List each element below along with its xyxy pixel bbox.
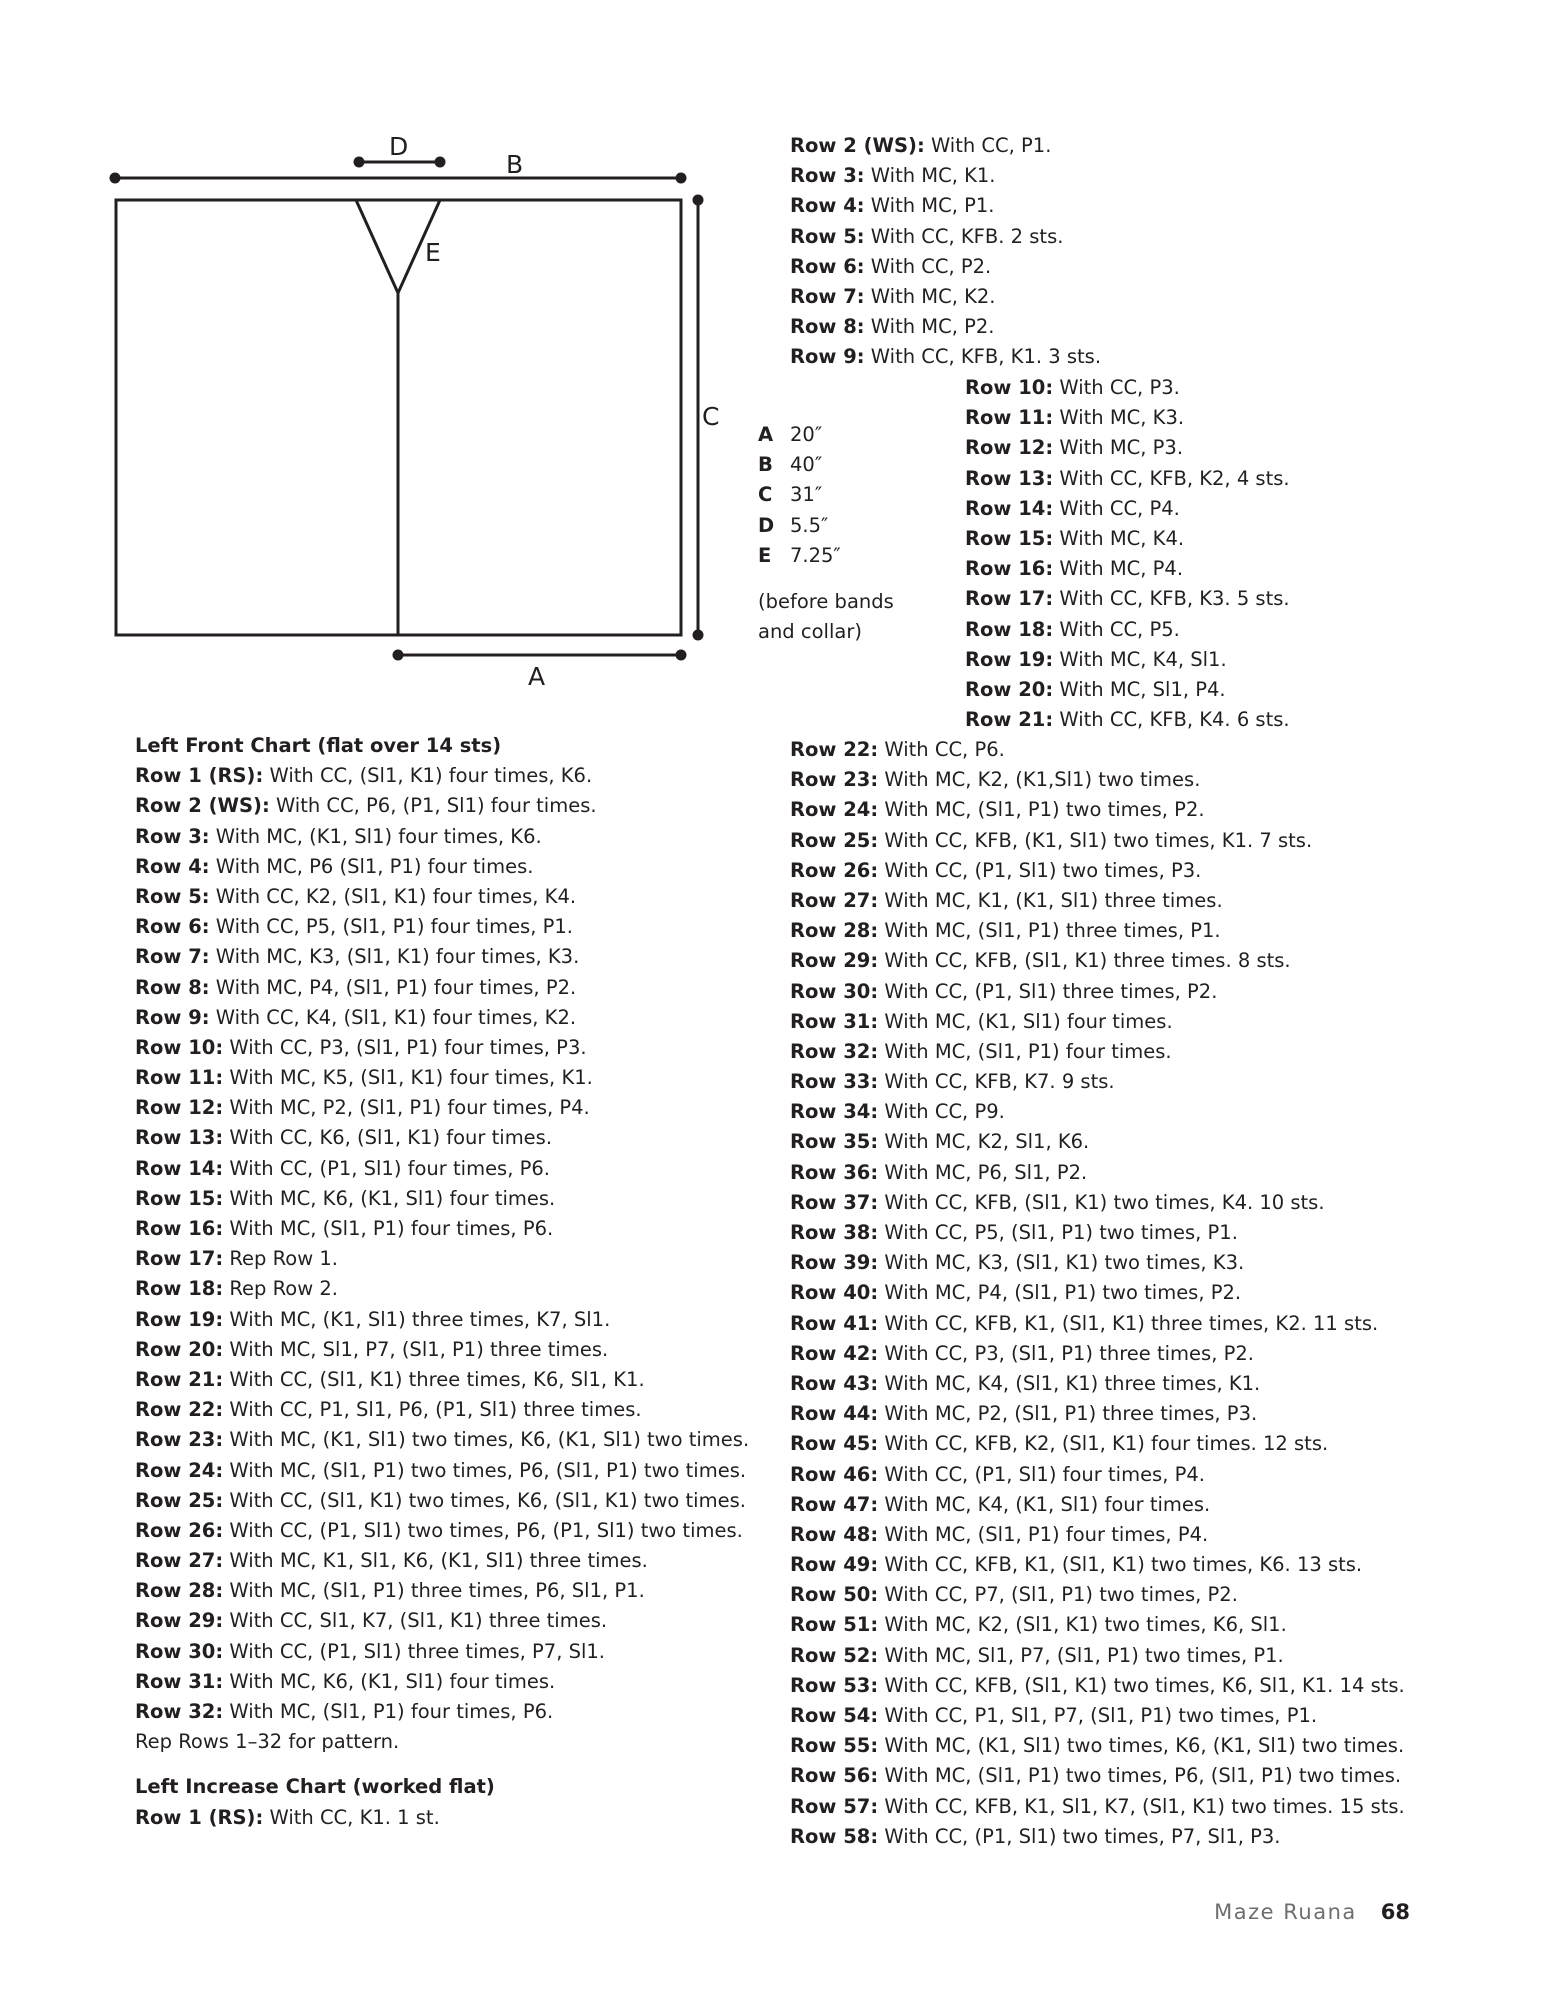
label-b: B xyxy=(506,150,524,179)
row-instruction: Row 18: Rep Row 2. xyxy=(135,1277,338,1301)
row-instruction: Row 19: With MC, K4, Sl1. xyxy=(965,647,1227,671)
row-instruction: Row 18: With CC, P5. xyxy=(965,617,1180,641)
row-instruction: Row 31: With MC, K6, (K1, Sl1) four times. xyxy=(135,1669,556,1693)
increase-rows-bottom xyxy=(790,735,1405,1852)
row-instruction: Row 56: With MC, (Sl1, P1) two times, P6, (Sl1, P1) two times. xyxy=(790,1764,1402,1788)
row-instruction: Row 4: With MC, P6 (Sl1, P1) four times. xyxy=(135,854,534,878)
row-instruction: Row 23: With MC, K2, (K1,Sl1) two times. xyxy=(790,768,1201,792)
row-instruction: Row 1 (RS): With CC, K1. 1 st. xyxy=(135,1805,440,1829)
row-instruction: Row 14: With CC, (P1, Sl1) four times, P6. xyxy=(135,1156,550,1180)
row-instruction: Row 29: With CC, Sl1, K7, (Sl1, K1) three times. xyxy=(135,1609,608,1633)
row-instruction: Row 51: With MC, K2, (Sl1, K1) two times, K6, Sl1. xyxy=(790,1613,1287,1637)
row-instruction: Row 23: With MC, (K1, Sl1) two times, K6, (K1, Sl1) two times. xyxy=(135,1428,750,1452)
row-instruction: Row 19: With MC, (K1, Sl1) three times, K7, Sl1. xyxy=(135,1307,611,1331)
row-instruction: Row 30: With CC, (P1, Sl1) three times, P7, Sl1. xyxy=(135,1639,605,1663)
row-instruction: Row 6: With CC, P2. xyxy=(790,254,992,278)
row-instruction: Row 24: With MC, (Sl1, P1) two times, P6, (Sl1, P1) two times. xyxy=(135,1458,747,1482)
pattern-title: Maze Ruana xyxy=(1214,1900,1357,1924)
row-instruction: Row 32: With MC, (Sl1, P1) four times, P6. xyxy=(135,1700,554,1723)
label-c: C xyxy=(702,402,720,431)
left-front-chart-title: Left Front Chart (flat over 14 sts) xyxy=(135,734,502,757)
row-instruction: Row 2 (WS): With CC, P1. xyxy=(790,134,1052,157)
row-instruction: Row 27: With MC, K1, Sl1, K6, (K1, Sl1) three times. xyxy=(135,1549,648,1573)
row-instruction: Row 21: With CC, KFB, K4. 6 sts. xyxy=(965,708,1290,732)
row-instruction: Row 36: With MC, P6, Sl1, P2. xyxy=(790,1160,1088,1184)
measurement-row: D 5.5″ xyxy=(758,513,829,537)
row-instruction: Row 10: With CC, P3. xyxy=(965,376,1180,399)
row-instruction: Row 7: With MC, K2. xyxy=(790,284,996,308)
schematic-diagram xyxy=(108,132,728,702)
row-instruction: Row 38: With CC, P5, (Sl1, P1) two times, P1. xyxy=(790,1221,1238,1244)
measurement-row: A 20″ xyxy=(758,423,823,446)
left-column xyxy=(135,731,749,1833)
row-instruction: Row 28: With MC, (Sl1, P1) three times, P1. xyxy=(790,919,1221,943)
row-instruction: Row 8: With MC, P2. xyxy=(790,315,995,339)
measurement-row: C 31″ xyxy=(758,483,823,507)
row-instruction: Row 40: With MC, P4, (Sl1, P1) two times, P2. xyxy=(790,1281,1242,1305)
row-instruction: Row 53: With CC, KFB, (Sl1, K1) two times, K6, Sl1, K1. 14 sts. xyxy=(790,1673,1405,1697)
row-instruction: Row 26: With CC, (P1, Sl1) two times, P3. xyxy=(790,858,1202,882)
row-instruction: Row 43: With MC, K4, (Sl1, K1) three times, K1. xyxy=(790,1371,1261,1395)
row-instruction: Row 17: Rep Row 1. xyxy=(135,1247,338,1271)
row-instruction: Row 16: With MC, (Sl1, P1) four times, P6. xyxy=(135,1217,554,1240)
row-instruction: Row 25: With CC, (Sl1, K1) two times, K6, (Sl1, K1) two times. xyxy=(135,1488,746,1512)
row-instruction: Row 48: With MC, (Sl1, P1) four times, P4. xyxy=(790,1522,1209,1546)
row-instruction: Row 52: With MC, Sl1, P7, (Sl1, P1) two times, P1. xyxy=(790,1643,1284,1667)
row-instruction: Row 26: With CC, (P1, Sl1) two times, P6, (P1, Sl1) two times. xyxy=(135,1518,743,1542)
measurements-note: (before bands and collar) xyxy=(758,590,894,644)
row-instruction: Row 4: With MC, P1. xyxy=(790,194,995,218)
row-instruction: Row 29: With CC, KFB, (Sl1, K1) three times. 8 sts. xyxy=(790,949,1291,973)
row-instruction: Row 22: With CC, P1, Sl1, P6, (P1, Sl1) three times. xyxy=(135,1398,642,1422)
row-instruction: Row 1 (RS): With CC, (Sl1, K1) four times, K6. xyxy=(135,764,593,788)
row-instruction: Row 14: With CC, P4. xyxy=(965,496,1180,520)
row-instruction: Row 5: With CC, K2, (Sl1, K1) four times, K4. xyxy=(135,884,577,908)
row-instruction: Row 54: With CC, P1, Sl1, P7, (Sl1, P1) two times, P1. xyxy=(790,1704,1318,1727)
row-instruction: Row 32: With MC, (Sl1, P1) four times. xyxy=(790,1039,1172,1063)
row-instruction: Row 12: With MC, P2, (Sl1, P1) four times, P4. xyxy=(135,1096,590,1120)
row-instruction: Row 57: With CC, KFB, K1, Sl1, K7, (Sl1, K1) two times. 15 sts. xyxy=(790,1794,1405,1818)
row-instruction: Row 25: With CC, KFB, (K1, Sl1) two times, K1. 7 sts. xyxy=(790,828,1313,852)
row-instruction: Row 41: With CC, KFB, K1, (Sl1, K1) three times, K2. 11 sts. xyxy=(790,1311,1379,1335)
row-instruction: Row 42: With CC, P3, (Sl1, P1) three times, P2. xyxy=(790,1341,1254,1365)
increase-rows-top xyxy=(790,131,1101,373)
row-instruction: Row 55: With MC, (K1, Sl1) two times, K6, (K1, Sl1) two times. xyxy=(790,1734,1405,1758)
increase-rows-middle xyxy=(965,373,1290,735)
label-d: D xyxy=(389,132,409,161)
page-footer xyxy=(1214,1900,1410,1924)
row-instruction: Row 45: With CC, KFB, K2, (Sl1, K1) four times. 12 sts. xyxy=(790,1432,1329,1456)
row-instruction: Row 30: With CC, (P1, Sl1) three times, P2. xyxy=(790,979,1218,1003)
schematic-drawing xyxy=(108,132,728,702)
repeat-note: Rep Rows 1–32 for pattern. xyxy=(135,1730,400,1754)
row-instruction: Row 13: With CC, K6, (Sl1, K1) four times. xyxy=(135,1126,553,1150)
row-instruction: Row 33: With CC, KFB, K7. 9 sts. xyxy=(790,1070,1115,1094)
row-instruction: Row 49: With CC, KFB, K1, (Sl1, K1) two times, K6. 13 sts. xyxy=(790,1553,1363,1577)
label-a: A xyxy=(528,662,546,691)
row-instruction: Row 34: With CC, P9. xyxy=(790,1100,1005,1124)
row-instruction: Row 46: With CC, (P1, Sl1) four times, P4. xyxy=(790,1462,1205,1486)
measurements-legend xyxy=(758,420,894,647)
row-instruction: Row 22: With CC, P6. xyxy=(790,738,1005,761)
row-instruction: Row 16: With MC, P4. xyxy=(965,557,1184,581)
row-instruction: Row 20: With MC, Sl1, P4. xyxy=(965,677,1226,701)
row-instruction: Row 58: With CC, (P1, Sl1) two times, P7, Sl1, P3. xyxy=(790,1824,1281,1848)
row-instruction: Row 11: With MC, K5, (Sl1, K1) four times, K1. xyxy=(135,1066,593,1090)
row-instruction: Row 5: With CC, KFB. 2 sts. xyxy=(790,224,1064,248)
label-e: E xyxy=(425,238,441,267)
row-instruction: Row 3: With MC, K1. xyxy=(790,164,996,188)
row-instruction: Row 39: With MC, K3, (Sl1, K1) two times, K3. xyxy=(790,1251,1245,1275)
page-number: 68 xyxy=(1380,1900,1410,1924)
row-instruction: Row 47: With MC, K4, (K1, Sl1) four times. xyxy=(790,1492,1211,1516)
row-instruction: Row 35: With MC, K2, Sl1, K6. xyxy=(790,1130,1090,1154)
row-instruction: Row 9: With CC, K4, (Sl1, K1) four times, K2. xyxy=(135,1005,577,1029)
row-instruction: Row 17: With CC, KFB, K3. 5 sts. xyxy=(965,587,1290,611)
row-instruction: Row 10: With CC, P3, (Sl1, P1) four times, P3. xyxy=(135,1035,587,1059)
row-instruction: Row 8: With MC, P4, (Sl1, P1) four times, P2. xyxy=(135,975,577,999)
measurement-row: B 40″ xyxy=(758,453,823,477)
row-instruction: Row 20: With MC, Sl1, P7, (Sl1, P1) three times. xyxy=(135,1337,609,1361)
row-instruction: Row 21: With CC, (Sl1, K1) three times, K6, Sl1, K1. xyxy=(135,1367,645,1391)
left-increase-chart-title: Left Increase Chart (worked flat) xyxy=(135,1775,495,1799)
row-instruction: Row 44: With MC, P2, (Sl1, P1) three times, P3. xyxy=(790,1402,1258,1426)
row-instruction: Row 3: With MC, (K1, Sl1) four times, K6. xyxy=(135,824,542,848)
left-front-chart-rows xyxy=(135,761,749,1727)
row-instruction: Row 2 (WS): With CC, P6, (P1, Sl1) four times. xyxy=(135,794,597,818)
row-instruction: Row 11: With MC, K3. xyxy=(965,406,1185,430)
row-instruction: Row 24: With MC, (Sl1, P1) two times, P2. xyxy=(790,798,1205,822)
row-instruction: Row 12: With MC, P3. xyxy=(965,436,1184,460)
row-instruction: Row 31: With MC, (K1, Sl1) four times. xyxy=(790,1009,1173,1033)
row-instruction: Row 37: With CC, KFB, (Sl1, K1) two times, K4. 10 sts. xyxy=(790,1190,1325,1214)
row-instruction: Row 7: With MC, K3, (Sl1, K1) four times, K3. xyxy=(135,945,580,969)
row-instruction: Row 13: With CC, KFB, K2, 4 sts. xyxy=(965,466,1290,490)
row-instruction: Row 28: With MC, (Sl1, P1) three times, P6, Sl1, P1. xyxy=(135,1579,645,1603)
row-instruction: Row 9: With CC, KFB, K1. 3 sts. xyxy=(790,345,1102,369)
row-instruction: Row 6: With CC, P5, (Sl1, P1) four times, P1. xyxy=(135,915,573,939)
measurement-row: E 7.25″ xyxy=(758,543,841,567)
row-instruction: Row 50: With CC, P7, (Sl1, P1) two times, P2. xyxy=(790,1583,1238,1607)
row-instruction: Row 15: With MC, K4. xyxy=(965,526,1185,550)
row-instruction: Row 27: With MC, K1, (K1, Sl1) three times. xyxy=(790,888,1223,912)
row-instruction: Row 15: With MC, K6, (K1, Sl1) four times. xyxy=(135,1186,556,1210)
